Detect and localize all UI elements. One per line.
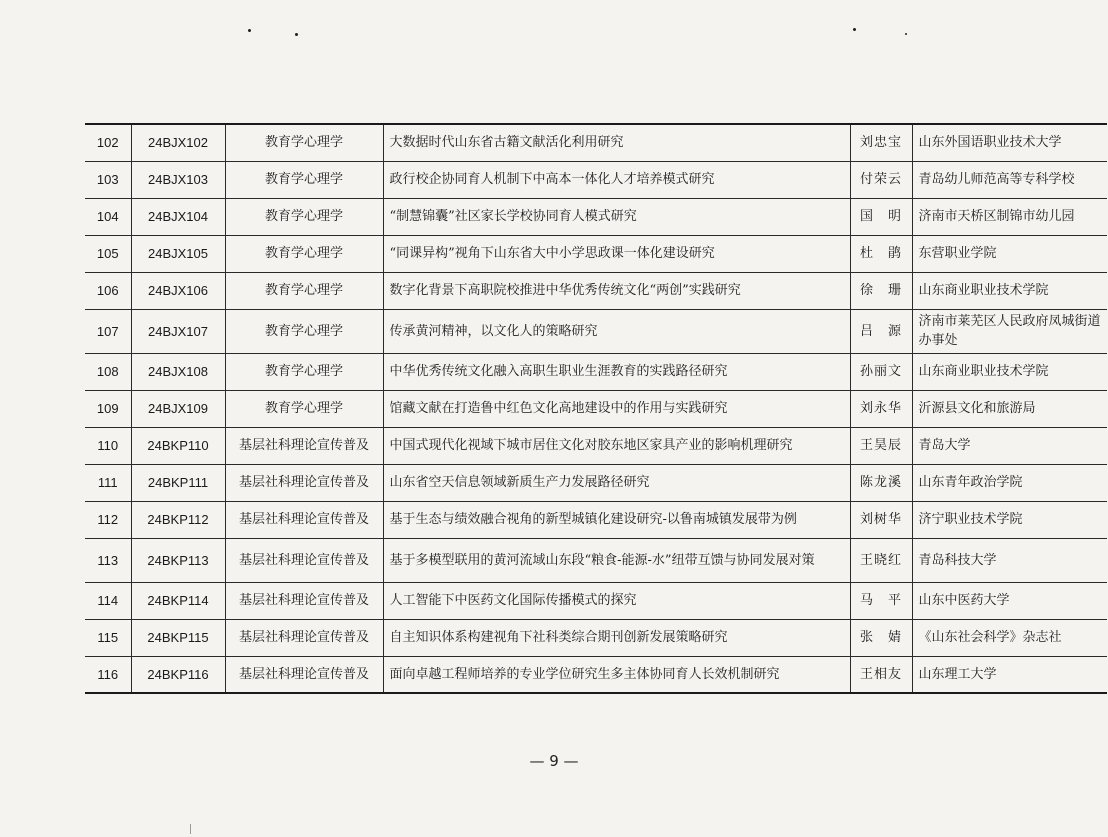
- lead-researcher: 张 婧: [850, 619, 912, 656]
- organization: 青岛科技大学: [912, 538, 1107, 582]
- lead-researcher: 国 明: [850, 198, 912, 235]
- scan-edge-mark: [190, 824, 191, 834]
- organization: 济南市天桥区制锦市幼儿园: [912, 198, 1107, 235]
- project-code: 24BKP112: [131, 501, 225, 538]
- lead-researcher: 陈龙溪: [850, 464, 912, 501]
- project-category: 基层社科理论宣传普及: [225, 464, 383, 501]
- project-category: 基层社科理论宣传普及: [225, 427, 383, 464]
- organization: 山东青年政治学院: [912, 464, 1107, 501]
- page-number: — 9 —: [529, 752, 579, 770]
- row-number: 116: [85, 656, 131, 693]
- project-title: 山东省空天信息领域新质生产力发展路径研究: [383, 464, 850, 501]
- row-number: 113: [85, 538, 131, 582]
- organization: 青岛幼儿师范高等专科学校: [912, 161, 1107, 198]
- lead-researcher: 王昊辰: [850, 427, 912, 464]
- organization: 沂源县文化和旅游局: [912, 390, 1107, 427]
- table-row: [85, 501, 1107, 538]
- lead-researcher: 杜 鹃: [850, 235, 912, 272]
- project-category: 教育学心理学: [225, 198, 383, 235]
- project-title: 基于生态与绩效融合视角的新型城镇化建设研究-以鲁南城镇发展带为例: [383, 501, 850, 538]
- lead-researcher: 孙丽文: [850, 353, 912, 390]
- organization: 青岛大学: [912, 427, 1107, 464]
- project-code: 24BKP115: [131, 619, 225, 656]
- lead-researcher: 付荣云: [850, 161, 912, 198]
- project-code: 24BJX103: [131, 161, 225, 198]
- project-category: 基层社科理论宣传普及: [225, 582, 383, 619]
- organization: 山东商业职业技术学院: [912, 353, 1107, 390]
- organization: 山东外国语职业技术大学: [912, 124, 1107, 161]
- project-category: 教育学心理学: [225, 353, 383, 390]
- lead-researcher: 刘永华: [850, 390, 912, 427]
- lead-researcher: 徐 珊: [850, 272, 912, 309]
- table-row: [85, 582, 1107, 619]
- organization: 山东商业职业技术学院: [912, 272, 1107, 309]
- project-code: 24BJX106: [131, 272, 225, 309]
- table-row: [85, 198, 1107, 235]
- row-number: 114: [85, 582, 131, 619]
- project-title: “制慧锦囊”社区家长学校协同育人模式研究: [383, 198, 850, 235]
- project-title: 自主知识体系构建视角下社科类综合期刊创新发展策略研究: [383, 619, 850, 656]
- project-code: 24BJX102: [131, 124, 225, 161]
- row-number: 105: [85, 235, 131, 272]
- project-code: 24BKP113: [131, 538, 225, 582]
- table-row: [85, 656, 1107, 693]
- project-code: 24BJX108: [131, 353, 225, 390]
- project-code: 24BJX104: [131, 198, 225, 235]
- row-number: 106: [85, 272, 131, 309]
- project-title: 中华优秀传统文化融入高职生职业生涯教育的实践路径研究: [383, 353, 850, 390]
- project-category: 基层社科理论宣传普及: [225, 501, 383, 538]
- project-code: 24BJX105: [131, 235, 225, 272]
- scan-speck: [248, 29, 251, 32]
- table-row: [85, 309, 1107, 353]
- project-title: 中国式现代化视域下城市居住文化对胶东地区家具产业的影响机理研究: [383, 427, 850, 464]
- project-category: 基层社科理论宣传普及: [225, 619, 383, 656]
- project-category: 教育学心理学: [225, 161, 383, 198]
- project-category: 教育学心理学: [225, 272, 383, 309]
- row-number: 110: [85, 427, 131, 464]
- table-row: [85, 161, 1107, 198]
- lead-researcher: 王晓红: [850, 538, 912, 582]
- organization: 山东中医药大学: [912, 582, 1107, 619]
- project-category: 教育学心理学: [225, 124, 383, 161]
- row-number: 107: [85, 309, 131, 353]
- project-title: 大数据时代山东省古籍文献活化利用研究: [383, 124, 850, 161]
- project-title: 馆藏文献在打造鲁中红色文化高地建设中的作用与实践研究: [383, 390, 850, 427]
- organization: 东营职业学院: [912, 235, 1107, 272]
- project-code: 24BKP111: [131, 464, 225, 501]
- organization: 济宁职业技术学院: [912, 501, 1107, 538]
- lead-researcher: 吕 源: [850, 309, 912, 353]
- table-row: [85, 464, 1107, 501]
- scan-speck: [853, 28, 856, 31]
- project-code: 24BJX107: [131, 309, 225, 353]
- project-code: 24BKP114: [131, 582, 225, 619]
- project-title: 人工智能下中医药文化国际传播模式的探究: [383, 582, 850, 619]
- organization: 《山东社会科学》杂志社: [912, 619, 1107, 656]
- lead-researcher: 马 平: [850, 582, 912, 619]
- organization: 济南市莱芜区人民政府凤城街道办事处: [912, 309, 1107, 353]
- table-row: [85, 538, 1107, 582]
- scan-speck: [295, 33, 298, 36]
- table-row: [85, 272, 1107, 309]
- table-row: [85, 235, 1107, 272]
- project-title: 政行校企协同育人机制下中高本一体化人才培养模式研究: [383, 161, 850, 198]
- project-category: 基层社科理论宣传普及: [225, 538, 383, 582]
- lead-researcher: 刘树华: [850, 501, 912, 538]
- lead-researcher: 刘忠宝: [850, 124, 912, 161]
- row-number: 112: [85, 501, 131, 538]
- row-number: 103: [85, 161, 131, 198]
- scan-speck: [905, 33, 907, 35]
- project-category: 教育学心理学: [225, 390, 383, 427]
- project-title: 基于多模型联用的黄河流域山东段“粮食-能源-水”纽带互馈与协同发展对策: [383, 538, 850, 582]
- row-number: 111: [85, 464, 131, 501]
- row-number: 104: [85, 198, 131, 235]
- row-number: 109: [85, 390, 131, 427]
- table-row: [85, 390, 1107, 427]
- project-code: 24BJX109: [131, 390, 225, 427]
- project-category: 教育学心理学: [225, 235, 383, 272]
- project-title: 传承黄河精神，以文化人的策略研究: [383, 309, 850, 353]
- table-row: [85, 619, 1107, 656]
- project-list-table: [85, 123, 1107, 694]
- project-title: 面向卓越工程师培养的专业学位研究生多主体协同育人长效机制研究: [383, 656, 850, 693]
- project-code: 24BKP110: [131, 427, 225, 464]
- organization: 山东理工大学: [912, 656, 1107, 693]
- row-number: 115: [85, 619, 131, 656]
- row-number: 108: [85, 353, 131, 390]
- row-number: 102: [85, 124, 131, 161]
- project-code: 24BKP116: [131, 656, 225, 693]
- table-row: [85, 124, 1107, 161]
- project-category: 基层社科理论宣传普及: [225, 656, 383, 693]
- project-title: 数字化背景下高职院校推进中华优秀传统文化“两创”实践研究: [383, 272, 850, 309]
- lead-researcher: 王相友: [850, 656, 912, 693]
- table-body: [85, 124, 1107, 693]
- table-row: [85, 353, 1107, 390]
- table-row: [85, 427, 1107, 464]
- project-category: 教育学心理学: [225, 309, 383, 353]
- project-title: “同课异构”视角下山东省大中小学思政课一体化建设研究: [383, 235, 850, 272]
